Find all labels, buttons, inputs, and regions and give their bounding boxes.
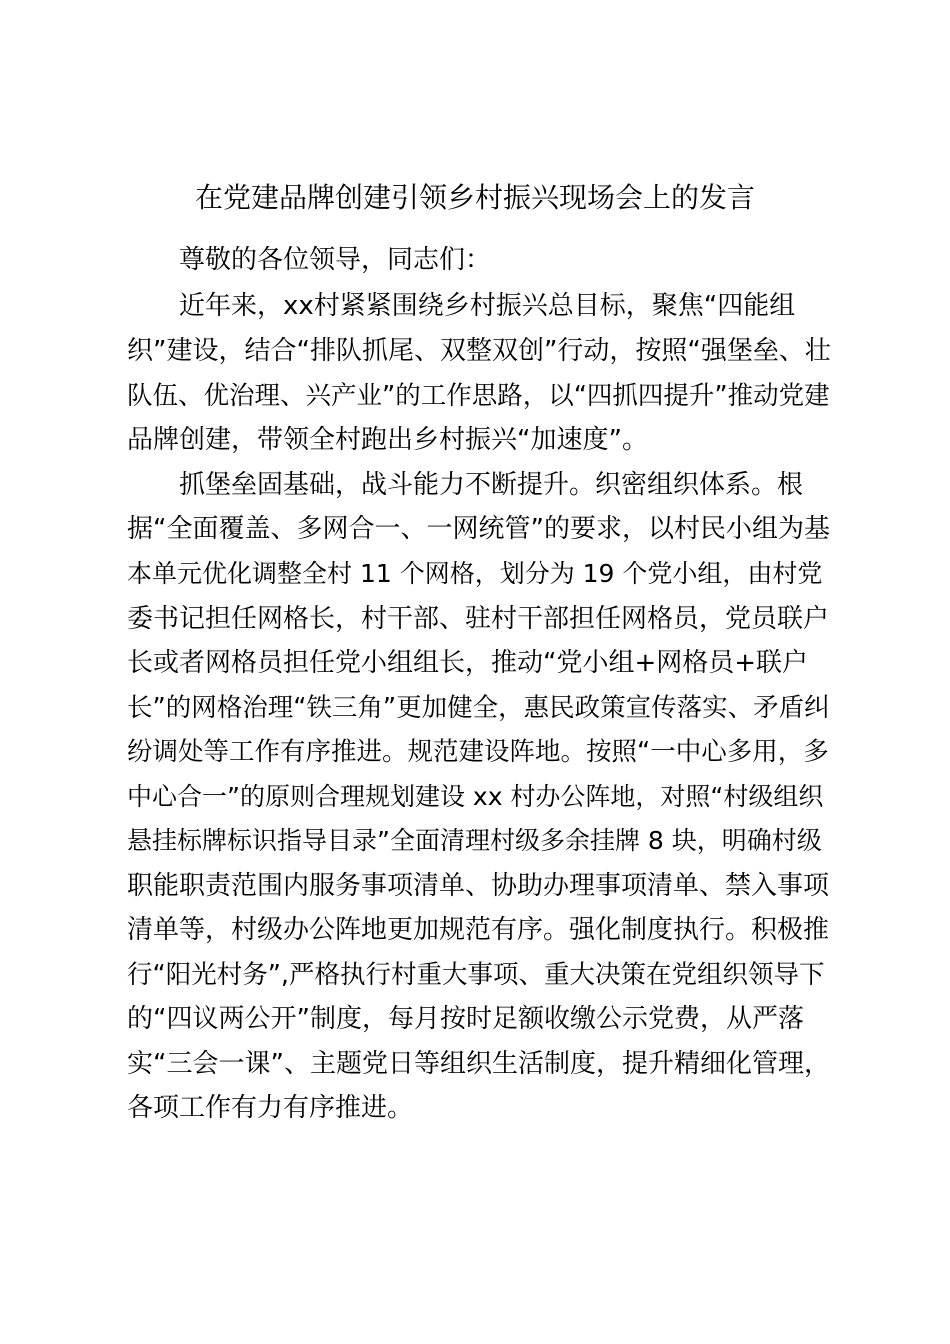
body-line: 据“全面覆盖、多网合一、一网统管”的要求，以村民小组为基 [127,514,830,544]
body-line: 长或者网格员担任党小组组长，推动“党小组+网格员+联户 [127,648,809,678]
body-line: 的“四议两公开”制度，每月按时足额收缴公示党费，从严落 [127,1004,804,1034]
body-line: 本单元优化调整全村 11 个网格，划分为 19 个党小组，由村党 [127,559,823,588]
salutation-line: 尊敬的各位领导，同志们： [179,245,492,275]
document-title: 在党建品牌创建引领乡村振兴现场会上的发言 [194,181,755,214]
body-line: 近年来，xx村紧紧围绕乡村振兴总目标，聚焦“四能组 [179,291,796,321]
body-line: 品牌创建，带领全村跑出乡村振兴“加速度”。 [127,425,648,455]
body-line: 中心合一”的原则合理规划建设 xx 村办公阵地，对照“村级组织 [127,782,824,811]
body-line: 悬挂标牌标识指导目录”全面清理村级多余挂牌 8 块，明确村级 [127,826,822,855]
body-line: 清单等，村级办公阵地更加规范有序。强化制度执行。积极推 [127,915,830,945]
body-line: 队伍、优治理、兴产业”的工作思路，以“四抓四提升”推动党建 [127,381,830,411]
body-line: 织”建设，结合“排队抓尾、双整双创”行动，按照“强堡垒、壮 [127,336,831,366]
body-line: 长”的网格治理“铁三角”更加健全，惠民政策宣传落实、矛盾纠 [127,693,830,723]
body-line: 各项工作有力有序推进。 [127,1093,414,1123]
body-line: 抓堡垒固基础，战斗能力不断提升。织密组织体系。根 [179,470,804,500]
body-line: 委书记担任网格长，村干部、驻村干部担任网格员，党员联户 [127,604,830,634]
body-line: 纷调处等工作有序推进。规范建设阵地。按照“一中心多用，多 [127,737,829,767]
body-line: 职能职责范围内服务事项清单、协助办理事项清单、禁入事项 [127,871,830,901]
body-line: 实“三会一课”、主题党日等组织生活制度，提升精细化管理， [127,1049,830,1079]
body-line: 行“阳光村务”,严格执行村重大事项、重大决策在党组织领导下 [127,960,825,990]
